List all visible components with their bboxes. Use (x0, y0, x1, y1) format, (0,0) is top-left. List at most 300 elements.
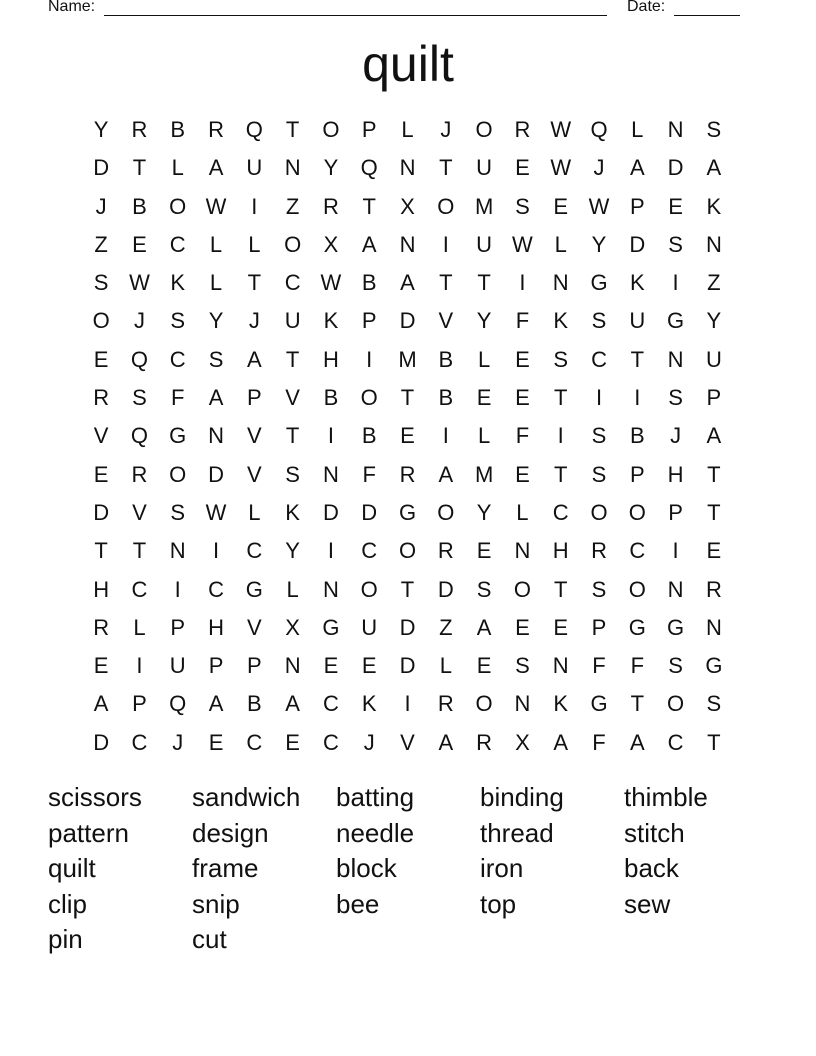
grid-letter: G (322, 614, 340, 640)
grid-letter: E (476, 538, 492, 564)
grid-letter: M (474, 193, 494, 219)
grid-letter: I (442, 423, 449, 449)
grid-letter: E (93, 653, 109, 679)
grid-letter: N (284, 155, 301, 181)
grid-letter: O (667, 691, 685, 717)
grid-letter: D (93, 155, 110, 181)
grid-letter: I (327, 423, 334, 449)
grid-letter: S (706, 117, 722, 142)
grid-letter: B (323, 385, 339, 411)
grid-letter: L (133, 614, 146, 640)
grid-letter: R (476, 729, 493, 755)
grid-letter: F (171, 385, 185, 411)
grid-letter: I (672, 538, 679, 564)
grid-letter: T (247, 270, 262, 296)
grid-row (82, 494, 733, 532)
grid-letter: L (477, 346, 491, 372)
grid-letter: L (248, 231, 261, 257)
grid-letter: A (706, 155, 722, 181)
grid-letter: U (169, 653, 186, 679)
grid-letter: S (515, 193, 530, 219)
grid-letter: Y (208, 308, 224, 334)
grid-letter: D (208, 461, 224, 487)
grid-letter: C (322, 729, 339, 755)
grid-letter: L (171, 155, 184, 181)
grid-row (82, 647, 733, 685)
grid-letter: A (438, 729, 454, 755)
grid-letter: S (285, 461, 300, 487)
grid-letter: T (132, 538, 147, 564)
grid-letter: F (630, 653, 645, 679)
grid-letter: P (246, 653, 262, 679)
grid-letter: T (94, 538, 108, 564)
grid-letter: N (169, 538, 186, 564)
grid-letter: C (361, 538, 378, 564)
grid-row (82, 532, 733, 570)
grid-letter: W (129, 270, 150, 296)
grid-row (82, 149, 733, 187)
grid-row (82, 724, 733, 762)
grid-letter: K (629, 270, 645, 296)
name-label: Name: (48, 0, 96, 15)
grid-letter: Q (245, 117, 263, 142)
grid-letter: L (401, 117, 414, 142)
grid-letter: I (672, 270, 679, 296)
grid-letter: A (285, 691, 300, 717)
grid-letter: S (170, 308, 186, 334)
grid-letter: I (327, 538, 334, 564)
grid-row (82, 341, 733, 379)
word-list-item: top (480, 888, 517, 919)
grid-letter: G (705, 653, 723, 679)
grid-letter: H (93, 576, 110, 602)
word-list-item: back (624, 853, 679, 883)
grid-letter: T (707, 499, 721, 525)
grid-letter: P (246, 385, 262, 411)
grid-letter: N (284, 653, 301, 679)
word-list-item: sew (624, 888, 671, 919)
grid-letter: G (398, 499, 417, 525)
grid-letter: M (398, 346, 417, 372)
grid-letter: J (133, 308, 145, 334)
grid-letter: T (362, 193, 376, 219)
grid-letter: O (513, 576, 531, 602)
grid-letter: O (322, 117, 340, 142)
grid-letter: T (630, 691, 645, 717)
grid-letter: K (553, 308, 569, 334)
grid-letter: C (629, 538, 646, 564)
grid-letter: D (399, 308, 416, 334)
grid-letter: S (706, 691, 722, 717)
grid-letter: D (361, 499, 378, 525)
grid-letter: L (477, 423, 491, 449)
grid-letter: P (208, 653, 224, 679)
grid-letter: X (400, 193, 415, 219)
grid-letter: I (634, 385, 641, 411)
grid-letter: V (400, 729, 415, 755)
grid-letter: C (131, 576, 148, 602)
grid-letter: N (552, 653, 569, 679)
grid-letter: J (363, 729, 375, 755)
grid-letter: I (442, 231, 449, 257)
grid-letter: U (361, 614, 378, 640)
grid-letter: O (398, 538, 417, 564)
word-list-item: thread (480, 817, 554, 848)
grid-letter: T (132, 155, 147, 181)
grid-row (82, 264, 733, 302)
grid-letter: A (361, 231, 377, 257)
grid-letter: L (209, 231, 223, 257)
grid-letter: U (246, 155, 263, 181)
grid-letter: C (131, 729, 148, 755)
grid-letter: N (399, 231, 416, 257)
grid-letter: A (706, 423, 722, 449)
grid-letter: B (629, 423, 645, 449)
grid-letter: V (93, 423, 109, 449)
grid-letter: S (476, 576, 492, 602)
grid-letter: O (360, 385, 378, 411)
page-title: quilt (362, 36, 454, 92)
grid-letter: D (667, 155, 684, 181)
grid-letter: O (437, 499, 455, 525)
grid-letter: T (400, 385, 415, 411)
grid-letter: R (514, 117, 531, 142)
word-list-item: clip (48, 888, 88, 919)
grid-letter: A (400, 270, 415, 296)
grid-letter: E (93, 461, 109, 487)
grid-letter: T (553, 461, 568, 487)
grid-row (82, 302, 733, 340)
grid-letter: M (474, 461, 494, 487)
grid-letter: Z (94, 231, 108, 257)
grid-letter: N (208, 423, 224, 449)
grid-letter: W (512, 231, 533, 257)
grid-letter: E (132, 231, 147, 257)
grid-letter: N (552, 270, 569, 296)
grid-letter: E (706, 538, 722, 564)
grid-letter: I (595, 385, 603, 411)
grid-letter: J (440, 117, 452, 142)
grid-letter: K (553, 691, 569, 717)
grid-letter: F (592, 653, 606, 679)
grid-letter: L (631, 117, 644, 142)
grid-letter: I (557, 423, 564, 449)
grid-letter: Y (476, 499, 492, 525)
grid-letter: T (477, 270, 491, 296)
grid-letter: D (399, 653, 416, 679)
header (48, 0, 740, 20)
grid-letter: S (515, 653, 530, 679)
grid-letter: Q (130, 346, 148, 372)
word-list-item: sandwich (192, 782, 301, 812)
grid-letter: N (322, 576, 339, 602)
grid-letter: H (552, 538, 569, 564)
grid-letter: R (322, 193, 339, 219)
grid-letter: W (550, 155, 572, 181)
grid-letter: Y (476, 308, 492, 334)
word-list-item: stitch (624, 817, 685, 848)
grid-letter: J (593, 155, 605, 181)
grid-letter: B (361, 270, 377, 296)
grid-letter: H (667, 461, 684, 487)
grid-letter: B (438, 385, 454, 411)
grid-letter: C (246, 538, 263, 564)
grid-letter: O (628, 499, 646, 525)
grid-letter: I (366, 346, 373, 372)
grid-letter: B (246, 691, 262, 717)
grid-letter: C (322, 691, 339, 717)
grid-letter: S (591, 576, 607, 602)
date-field-line (674, 15, 740, 16)
grid-letter: A (476, 614, 492, 640)
grid-letter: K (706, 193, 722, 219)
grid-letter: W (205, 193, 227, 219)
grid-letter: S (591, 308, 607, 334)
grid-letter: Y (706, 308, 722, 334)
grid-letter: V (246, 614, 262, 640)
grid-letter: D (93, 499, 110, 525)
grid-row (82, 226, 733, 264)
grid-letter: C (246, 729, 263, 755)
grid-letter: U (476, 231, 493, 257)
grid-letter: N (667, 576, 684, 602)
grid-letter: R (591, 538, 607, 564)
grid-letter: P (706, 385, 722, 411)
grid-letter: O (169, 193, 187, 219)
grid-letter: O (437, 193, 455, 219)
grid-row (82, 571, 733, 609)
grid-letter: Q (169, 691, 187, 717)
letter-grid (82, 111, 733, 762)
grid-letter: G (590, 691, 608, 717)
grid-letter: L (286, 576, 299, 602)
grid-letter: O (284, 231, 302, 257)
grid-letter: I (251, 193, 258, 219)
grid-letter: S (668, 385, 683, 411)
word-list-item: iron (480, 853, 524, 883)
grid-letter: K (170, 270, 186, 296)
grid-letter: Y (285, 538, 300, 564)
grid-letter: Y (591, 231, 607, 257)
grid-letter: V (438, 308, 454, 334)
grid-letter: N (399, 155, 416, 181)
grid-letter: O (92, 308, 110, 334)
grid-letter: P (629, 193, 645, 219)
grid-letter: R (93, 385, 110, 411)
grid-letter: C (169, 346, 186, 372)
grid-letter: H (208, 614, 224, 640)
grid-letter: B (132, 193, 147, 219)
grid-letter: B (438, 346, 454, 372)
grid-letter: E (400, 423, 415, 449)
grid-letter: S (170, 499, 186, 525)
grid-letter: O (475, 117, 493, 142)
word-list (48, 780, 768, 958)
grid-letter: A (208, 155, 224, 181)
word-list-item: bee (336, 888, 380, 919)
grid-letter: N (705, 614, 722, 640)
grid-letter: K (323, 308, 339, 334)
grid-letter: U (476, 155, 493, 181)
grid-letter: F (362, 461, 376, 487)
grid-letter: N (667, 117, 684, 142)
grid-letter: E (515, 385, 530, 411)
grid-letter: S (132, 385, 147, 411)
grid-letter: W (588, 193, 610, 219)
grid-letter: E (553, 614, 569, 640)
grid-letter: I (212, 538, 220, 564)
grid-letter: W (550, 117, 572, 142)
grid-letter: T (553, 385, 568, 411)
grid-letter: A (208, 385, 224, 411)
grid-letter: L (248, 499, 261, 525)
grid-row (82, 456, 733, 494)
grid-letter: G (169, 423, 187, 449)
grid-letter: D (322, 499, 339, 525)
date-label: Date: (627, 0, 666, 15)
grid-letter: Z (285, 193, 300, 219)
grid-letter: F (515, 308, 530, 334)
grid-letter: R (437, 538, 454, 564)
grid-letter: D (437, 576, 454, 602)
grid-letter: J (95, 193, 107, 219)
grid-letter: C (591, 346, 607, 372)
grid-letter: U (629, 308, 646, 334)
grid-letter: A (438, 461, 454, 487)
grid-letter: P (591, 614, 607, 640)
word-list-item: scissors (48, 782, 142, 812)
grid-letter: V (246, 461, 262, 487)
grid-letter: E (93, 346, 109, 372)
grid-letter: E (553, 193, 569, 219)
grid-row (82, 609, 733, 647)
grid-letter: T (439, 270, 453, 296)
grid-letter: G (245, 576, 263, 602)
grid-letter: P (361, 308, 377, 334)
grid-letter: A (553, 729, 569, 755)
grid-letter: T (553, 576, 568, 602)
grid-letter: F (592, 729, 606, 755)
grid-row (82, 111, 733, 149)
grid-letter: F (515, 423, 530, 449)
grid-letter: J (172, 729, 184, 755)
grid-letter: L (439, 653, 452, 679)
grid-letter: N (322, 461, 339, 487)
grid-letter: R (399, 461, 416, 487)
grid-letter: Z (439, 614, 453, 640)
word-list-item: needle (336, 817, 415, 848)
grid-letter: E (361, 653, 377, 679)
grid-letter: I (404, 691, 411, 717)
grid-letter: L (554, 231, 567, 257)
grid-letter: Y (93, 117, 109, 142)
grid-row (82, 685, 733, 723)
grid-letter: S (591, 423, 607, 449)
grid-letter: Q (360, 155, 378, 181)
grid-letter: X (285, 614, 300, 640)
grid-letter: S (553, 346, 569, 372)
grid-letter: T (707, 461, 721, 487)
word-list-item: pin (48, 924, 83, 954)
word-list-item: design (192, 817, 269, 848)
word-list-item: frame (192, 853, 259, 883)
grid-letter: E (323, 653, 339, 679)
grid-letter: G (667, 308, 685, 334)
grid-letter: O (475, 691, 493, 717)
grid-letter: R (705, 576, 722, 602)
grid-letter: L (209, 270, 223, 296)
grid-letter: X (515, 729, 530, 755)
grid-row (82, 379, 733, 417)
word-list-item: quilt (48, 853, 96, 883)
grid-letter: J (248, 308, 260, 334)
grid-letter: W (205, 499, 227, 525)
grid-letter: G (667, 614, 685, 640)
grid-letter: Q (130, 423, 148, 449)
grid-letter: U (705, 346, 722, 372)
grid-letter: T (285, 423, 300, 449)
grid-letter: S (93, 270, 109, 296)
grid-letter: O (628, 576, 646, 602)
grid-letter: E (515, 461, 530, 487)
grid-letter: R (208, 117, 224, 142)
grid-letter: T (285, 117, 300, 142)
grid-letter: X (323, 231, 339, 257)
grid-letter: P (170, 614, 186, 640)
grid-letter: H (322, 346, 339, 372)
word-list-item: binding (480, 782, 564, 812)
grid-letter: G (590, 270, 608, 296)
grid-letter: G (628, 614, 646, 640)
grid-letter: A (93, 691, 109, 717)
grid-letter: E (476, 385, 492, 411)
grid-letter: T (439, 155, 453, 181)
word-list-item: snip (192, 888, 240, 919)
grid-letter: D (399, 614, 416, 640)
grid-letter: I (519, 270, 526, 296)
grid-letter: C (169, 231, 186, 257)
grid-letter: N (514, 691, 531, 717)
grid-letter: A (208, 691, 224, 717)
grid-letter: V (132, 499, 147, 525)
grid-letter: L (516, 499, 529, 525)
grid-letter: D (629, 231, 646, 257)
grid-letter: K (285, 499, 300, 525)
grid-letter: C (552, 499, 569, 525)
grid-letter: B (361, 423, 377, 449)
grid-letter: P (132, 691, 147, 717)
grid-letter: E (208, 729, 224, 755)
grid-letter: V (285, 385, 300, 411)
grid-letter: R (93, 614, 110, 640)
grid-letter: S (208, 346, 224, 372)
grid-letter: P (629, 461, 645, 487)
grid-letter: S (591, 461, 607, 487)
grid-letter: E (515, 155, 530, 181)
name-field-line (104, 15, 607, 16)
word-list-item: block (336, 853, 397, 883)
grid-letter: E (476, 653, 492, 679)
grid-letter: A (629, 729, 645, 755)
grid-letter: P (668, 499, 683, 525)
grid-letter: Q (590, 117, 608, 142)
grid-letter: R (131, 117, 148, 142)
grid-letter: O (590, 499, 608, 525)
grid-letter: R (437, 691, 454, 717)
word-list-item: pattern (48, 817, 129, 848)
grid-letter: T (400, 576, 415, 602)
grid-letter: K (361, 691, 377, 717)
